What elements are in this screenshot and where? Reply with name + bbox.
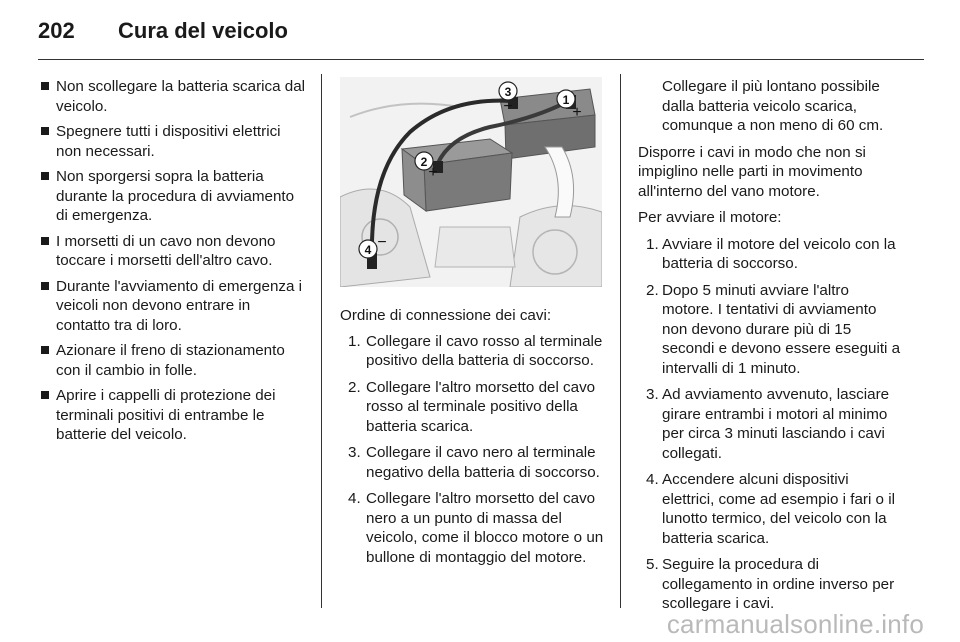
- bullet-square-icon: [41, 127, 49, 135]
- list-item: 4. Collegare l'altro morsetto del cavo nero a un punto di massa del veicolo, come il blocco motore o un bullone di montaggio del motore.: [348, 490, 604, 566]
- svg-text:3: 3: [504, 85, 512, 99]
- svg-text:4: 4: [364, 243, 372, 257]
- svg-text:1: 1: [562, 93, 570, 107]
- list-item: 2. Dopo 5 minuti avviare l'altro motore. I tentativi di avviamento non devono durare più di 15 secondi e devono essere eseguiti a intervalli di 1 minuto.: [646, 281, 901, 377]
- list-item: Non scollegare la batteria scarica dal veicolo.: [40, 77, 308, 116]
- list-item: 3. Collegare il cavo nero al terminale negativo della batteria di soccorso.: [348, 444, 600, 481]
- svg-text:+: +: [428, 164, 438, 181]
- svg-text:−: −: [377, 234, 387, 251]
- list-item: 4. Accendere alcuni dispositivi elettrici, come ad esempio i fari o il lunotto termico, del veicolo con la batteria scarica.: [646, 471, 895, 547]
- middle-column: [340, 77, 604, 574]
- start-engine-heading: Per avviare il motore:: [638, 209, 782, 226]
- connection-steps: [340, 332, 604, 568]
- page-header: [38, 18, 288, 48]
- list-item: 1. Collegare il cavo rosso al terminale positivo della batteria di soccorso.: [348, 332, 603, 369]
- bullet-square-icon: [41, 82, 49, 90]
- bullet-square-icon: [41, 237, 49, 245]
- list-item: Non sporgersi sopra la batteria durante la procedura di avviamento di emergenza.: [40, 167, 308, 226]
- list-item: 1. Avviare il motore del veicolo con la batteria di soccorso.: [646, 235, 896, 272]
- right-column: [638, 77, 902, 621]
- list-item: Durante l'avviamento di emergenza i veicoli non devono entrare in contatto tra di loro.: [40, 277, 308, 336]
- list-item: Spegnere tutti i dispositivi elettrici non necessari.: [40, 122, 308, 161]
- bullet-square-icon: [41, 172, 49, 180]
- list-item: 2. Collegare l'altro morsetto del cavo rosso al terminale positivo della batteria scarica.: [348, 378, 596, 435]
- list-item: 5. Seguire la procedura di collegamento in ordine inverso per scollegare i cavi.: [646, 556, 895, 612]
- page-title: Cura del veicolo: [118, 18, 288, 43]
- page-number: 202: [38, 18, 75, 43]
- svg-text:+: +: [572, 104, 582, 121]
- left-column: [40, 77, 308, 451]
- list-item: I morsetti di un cavo non devono toccare i morsetti dell'altro cavo.: [40, 232, 308, 271]
- column-divider-left: [321, 74, 322, 608]
- header-rule: [38, 59, 924, 60]
- svg-text:2: 2: [420, 155, 428, 169]
- precautions-list: [40, 77, 308, 445]
- engine-bay-drawing: [340, 77, 602, 287]
- list-item: Azionare il freno di stazionamento con il cambio in folle.: [40, 341, 308, 380]
- list-item: Aprire i cappelli di protezione dei terminali positivi di entrambe le batterie del veicolo.: [40, 386, 308, 445]
- bullet-square-icon: [41, 282, 49, 290]
- column-divider-right: [620, 74, 621, 608]
- svg-text:−: −: [503, 98, 513, 115]
- bullet-square-icon: [41, 346, 49, 354]
- step4-continuation: Collegare il più lontano possibile dalla batteria veicolo scarica, comunque a non meno di 60 cm.: [662, 78, 884, 134]
- watermark: carmanualsonline.info: [666, 609, 924, 639]
- jump-start-illustration: [340, 77, 602, 287]
- connection-intro: Ordine di connessione dei cavi:: [340, 307, 552, 324]
- cable-routing-paragraph: Disporre i cavi in modo che non si impiglino nelle parti in movimento all'interno del vano motore.: [638, 143, 866, 200]
- list-item: 3. Ad avviamento avvenuto, lasciare girare entrambi i motori al minimo per circa 3 minuti lasciando i cavi collegati.: [646, 386, 890, 462]
- bullet-square-icon: [41, 391, 49, 399]
- start-steps: [638, 235, 902, 614]
